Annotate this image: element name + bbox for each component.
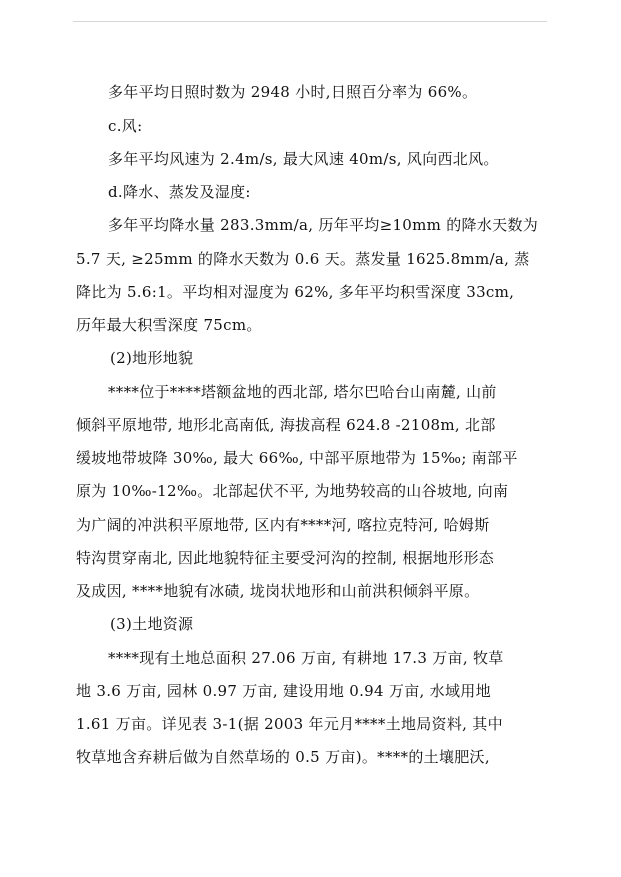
landform-line-7: 及成因, ****地貌有冰碛, 垅岗状地形和山前洪积倾斜平原。 [76, 582, 480, 600]
land-line-3: 1.61 万亩。详见表 3-1(据 2003 年元月****土地局资料, 其中 [76, 715, 503, 733]
precipitation-line-3: 降比为 5.6:1。平均相对湿度为 62%, 多年平均积雪深度 33cm, [76, 283, 515, 301]
landform-line-2: 倾斜平原地带, 地形北高南低, 海拔高程 624.8 -2108m, 北部 [76, 416, 496, 434]
landform-line-6: 特沟贯穿南北, 因此地貌特征主要受河沟的控制, 根据地形形态 [76, 549, 495, 567]
land-line-1: ****现有土地总面积 27.06 万亩, 有耕地 17.3 万亩, 牧草 [108, 649, 504, 667]
section-land-resources-heading: (3)土地资源 [110, 615, 194, 633]
precipitation-heading: d.降水、蒸发及湿度: [108, 183, 251, 201]
section-landform-heading: (2)地形地貌 [110, 349, 194, 367]
land-line-4: 牧草地含弃耕后做为自然草场的 0.5 万亩)。****的土壤肥沃, [76, 748, 490, 766]
precipitation-line-4: 历年最大积雪深度 75cm。 [76, 316, 262, 334]
landform-line-3: 缓坡地带坡降 30‰, 最大 66‰, 中部平原地带为 15‰; 南部平 [76, 449, 518, 467]
wind-line: 多年平均风速为 2.4m/s, 最大风速 40m/s, 风向西北风。 [108, 150, 499, 168]
wind-heading: c.风: [108, 117, 143, 135]
landform-line-5: 为广阔的冲洪积平原地带, 区内有****河, 喀拉克特河, 哈姆斯 [76, 516, 490, 534]
precipitation-line-1: 多年平均降水量 283.3mm/a, 历年平均≥10mm 的降水天数为 [108, 216, 539, 234]
land-line-2: 地 3.6 万亩, 园林 0.97 万亩, 建设用地 0.94 万亩, 水域用地 [76, 682, 491, 700]
landform-line-1: ****位于****塔额盆地的西北部, 塔尔巴哈台山南麓, 山前 [108, 383, 497, 401]
sunshine-line: 多年平均日照时数为 2948 小时,日照百分率为 66%。 [108, 83, 478, 101]
precipitation-line-2: 5.7 天, ≥25mm 的降水天数为 0.6 天。蒸发量 1625.8mm/a, 蒸 [76, 250, 530, 268]
landform-line-4: 原为 10‰-12‰。北部起伏不平, 为地势较高的山谷坡地, 向南 [76, 482, 509, 500]
